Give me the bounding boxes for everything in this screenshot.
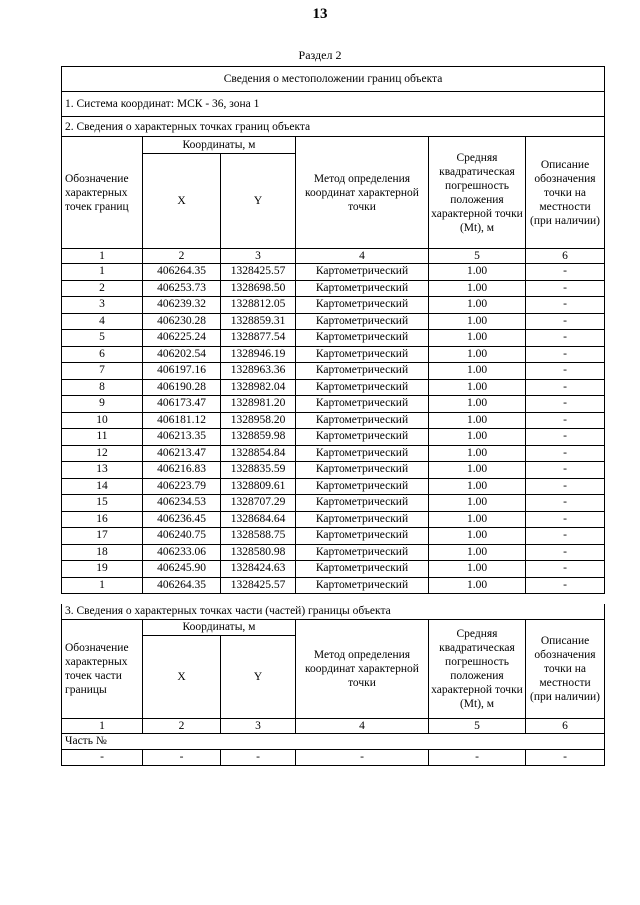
table-row bbox=[62, 561, 605, 578]
coord-y: 1328859.98 bbox=[221, 429, 296, 446]
coord-x: 406223.79 bbox=[143, 478, 221, 495]
table-row bbox=[62, 346, 605, 363]
table-row bbox=[62, 280, 605, 297]
point-number: 17 bbox=[62, 528, 143, 545]
point-number: 5 bbox=[62, 330, 143, 347]
coord-y: 1328425.57 bbox=[221, 577, 296, 594]
description-cell: - bbox=[526, 346, 605, 363]
method-cell: Картометрический bbox=[296, 412, 429, 429]
coord-y: 1328425.57 bbox=[221, 264, 296, 281]
header-designation: Обозначение характерных точек границ bbox=[62, 137, 143, 249]
column-number: 1 bbox=[62, 249, 143, 264]
table-row bbox=[62, 396, 605, 413]
table-row bbox=[62, 297, 605, 314]
part-header-method: Метод определения координат характерной точки bbox=[296, 619, 429, 718]
header-description: Описание обозначения точки на местности (при наличии) bbox=[526, 137, 605, 249]
coord-y: 1328809.61 bbox=[221, 478, 296, 495]
table-row bbox=[62, 264, 605, 281]
coord-y: 1328854.84 bbox=[221, 445, 296, 462]
description-cell: - bbox=[526, 280, 605, 297]
table-title: Сведения о местоположении границ объекта bbox=[62, 67, 605, 92]
column-number: 6 bbox=[526, 718, 605, 733]
table-row bbox=[62, 363, 605, 380]
coord-y: 1328707.29 bbox=[221, 495, 296, 512]
coord-y: 1328877.54 bbox=[221, 330, 296, 347]
point-number: 8 bbox=[62, 379, 143, 396]
description-cell: - bbox=[526, 429, 605, 446]
coord-y: 1328812.05 bbox=[221, 297, 296, 314]
method-cell: Картометрический bbox=[296, 379, 429, 396]
point-number: 11 bbox=[62, 429, 143, 446]
point-number: 13 bbox=[62, 462, 143, 479]
point-number: 3 bbox=[62, 297, 143, 314]
description-cell: - bbox=[526, 445, 605, 462]
section-title: Раздел 2 bbox=[298, 48, 342, 62]
boundary-points-table bbox=[61, 66, 605, 594]
method-cell: Картометрический bbox=[296, 528, 429, 545]
error-cell: 1.00 bbox=[429, 379, 526, 396]
empty-cell: - bbox=[429, 749, 526, 765]
point-number: 19 bbox=[62, 561, 143, 578]
table-row bbox=[62, 577, 605, 594]
table-row bbox=[62, 495, 605, 512]
description-cell: - bbox=[526, 313, 605, 330]
coord-x: 406233.06 bbox=[143, 544, 221, 561]
header-error: Средняя квадратическая погрешность положения характерной точки (Mt), м bbox=[429, 137, 526, 249]
method-cell: Картометрический bbox=[296, 346, 429, 363]
method-cell: Картометрический bbox=[296, 544, 429, 561]
column-number: 2 bbox=[143, 718, 221, 733]
coord-x: 406216.83 bbox=[143, 462, 221, 479]
point-number: 1 bbox=[62, 264, 143, 281]
error-cell: 1.00 bbox=[429, 412, 526, 429]
error-cell: 1.00 bbox=[429, 495, 526, 512]
description-cell: - bbox=[526, 495, 605, 512]
method-cell: Картометрический bbox=[296, 429, 429, 446]
description-cell: - bbox=[526, 363, 605, 380]
table-row bbox=[62, 429, 605, 446]
part-header-x: X bbox=[143, 635, 221, 718]
coord-y: 1328835.59 bbox=[221, 462, 296, 479]
table-row bbox=[62, 462, 605, 479]
coord-x: 406264.35 bbox=[143, 577, 221, 594]
coord-y: 1328424.63 bbox=[221, 561, 296, 578]
method-cell: Картометрический bbox=[296, 264, 429, 281]
error-cell: 1.00 bbox=[429, 264, 526, 281]
coord-x: 406240.75 bbox=[143, 528, 221, 545]
error-cell: 1.00 bbox=[429, 396, 526, 413]
point-number: 7 bbox=[62, 363, 143, 380]
method-cell: Картометрический bbox=[296, 280, 429, 297]
part-points-table bbox=[61, 604, 605, 766]
column-number: 5 bbox=[429, 718, 526, 733]
coordinate-system: 1. Система координат: МСК - 36, зона 1 bbox=[62, 92, 605, 117]
point-number: 2 bbox=[62, 280, 143, 297]
part-section-title: 3. Сведения о характерных точках части (частей) границы объекта bbox=[62, 604, 605, 619]
point-number: 14 bbox=[62, 478, 143, 495]
description-cell: - bbox=[526, 577, 605, 594]
coord-y: 1328958.20 bbox=[221, 412, 296, 429]
method-cell: Картометрический bbox=[296, 495, 429, 512]
method-cell: Картометрический bbox=[296, 445, 429, 462]
point-number: 4 bbox=[62, 313, 143, 330]
coord-x: 406230.28 bbox=[143, 313, 221, 330]
coord-y: 1328588.75 bbox=[221, 528, 296, 545]
error-cell: 1.00 bbox=[429, 462, 526, 479]
coord-y: 1328963.36 bbox=[221, 363, 296, 380]
description-cell: - bbox=[526, 330, 605, 347]
point-number: 1 bbox=[62, 577, 143, 594]
table-row bbox=[62, 379, 605, 396]
header-y: Y bbox=[221, 154, 296, 249]
error-cell: 1.00 bbox=[429, 528, 526, 545]
coord-x: 406213.35 bbox=[143, 429, 221, 446]
table-row bbox=[62, 412, 605, 429]
part-header-coordinates: Координаты, м bbox=[143, 619, 296, 635]
part-column-numbers-row bbox=[62, 718, 605, 733]
error-cell: 1.00 bbox=[429, 297, 526, 314]
coord-x: 406225.24 bbox=[143, 330, 221, 347]
description-cell: - bbox=[526, 561, 605, 578]
column-number: 3 bbox=[221, 718, 296, 733]
error-cell: 1.00 bbox=[429, 313, 526, 330]
header-coordinates: Координаты, м bbox=[143, 137, 296, 154]
column-number: 4 bbox=[296, 718, 429, 733]
method-cell: Картометрический bbox=[296, 297, 429, 314]
coord-y: 1328684.64 bbox=[221, 511, 296, 528]
coord-x: 406190.28 bbox=[143, 379, 221, 396]
point-number: 10 bbox=[62, 412, 143, 429]
coord-y: 1328981.20 bbox=[221, 396, 296, 413]
part-header-description: Описание обозначения точки на местности (при наличии) bbox=[526, 619, 605, 718]
coord-x: 406213.47 bbox=[143, 445, 221, 462]
point-number: 12 bbox=[62, 445, 143, 462]
coord-y: 1328580.98 bbox=[221, 544, 296, 561]
description-cell: - bbox=[526, 528, 605, 545]
coord-x: 406253.73 bbox=[143, 280, 221, 297]
point-number: 6 bbox=[62, 346, 143, 363]
description-cell: - bbox=[526, 396, 605, 413]
point-number: 9 bbox=[62, 396, 143, 413]
coord-y: 1328946.19 bbox=[221, 346, 296, 363]
empty-cell: - bbox=[221, 749, 296, 765]
table-row bbox=[62, 511, 605, 528]
point-number: 18 bbox=[62, 544, 143, 561]
description-cell: - bbox=[526, 478, 605, 495]
coord-x: 406181.12 bbox=[143, 412, 221, 429]
empty-cell: - bbox=[143, 749, 221, 765]
page-number: 13 bbox=[312, 6, 328, 22]
table-row bbox=[62, 528, 605, 545]
part-header-error: Средняя квадратическая погрешность положения характерной точки (Mt), м bbox=[429, 619, 526, 718]
table-row bbox=[62, 478, 605, 495]
method-cell: Картометрический bbox=[296, 478, 429, 495]
description-cell: - bbox=[526, 462, 605, 479]
header-method: Метод определения координат характерной точки bbox=[296, 137, 429, 249]
method-cell: Картометрический bbox=[296, 363, 429, 380]
coord-x: 406234.53 bbox=[143, 495, 221, 512]
error-cell: 1.00 bbox=[429, 478, 526, 495]
point-number: 15 bbox=[62, 495, 143, 512]
coord-x: 406245.90 bbox=[143, 561, 221, 578]
description-cell: - bbox=[526, 264, 605, 281]
method-cell: Картометрический bbox=[296, 511, 429, 528]
column-number: 4 bbox=[296, 249, 429, 264]
error-cell: 1.00 bbox=[429, 330, 526, 347]
header-x: X bbox=[143, 154, 221, 249]
coord-x: 406173.47 bbox=[143, 396, 221, 413]
coord-x: 406202.54 bbox=[143, 346, 221, 363]
column-number: 3 bbox=[221, 249, 296, 264]
description-cell: - bbox=[526, 511, 605, 528]
coord-y: 1328859.31 bbox=[221, 313, 296, 330]
table-row bbox=[62, 445, 605, 462]
error-cell: 1.00 bbox=[429, 280, 526, 297]
part-number-label: Часть № bbox=[62, 733, 605, 749]
coord-x: 406239.32 bbox=[143, 297, 221, 314]
error-cell: 1.00 bbox=[429, 445, 526, 462]
error-cell: 1.00 bbox=[429, 363, 526, 380]
description-cell: - bbox=[526, 412, 605, 429]
coord-x: 406197.16 bbox=[143, 363, 221, 380]
coord-x: 406264.35 bbox=[143, 264, 221, 281]
error-cell: 1.00 bbox=[429, 511, 526, 528]
column-number: 5 bbox=[429, 249, 526, 264]
error-cell: 1.00 bbox=[429, 346, 526, 363]
error-cell: 1.00 bbox=[429, 577, 526, 594]
coord-y: 1328982.04 bbox=[221, 379, 296, 396]
column-number: 2 bbox=[143, 249, 221, 264]
coord-y: 1328698.50 bbox=[221, 280, 296, 297]
empty-cell: - bbox=[62, 749, 143, 765]
table-row bbox=[62, 313, 605, 330]
method-cell: Картометрический bbox=[296, 561, 429, 578]
description-cell: - bbox=[526, 379, 605, 396]
coord-x: 406236.45 bbox=[143, 511, 221, 528]
method-cell: Картометрический bbox=[296, 313, 429, 330]
empty-cell: - bbox=[296, 749, 429, 765]
empty-cell: - bbox=[526, 749, 605, 765]
part-header-y: Y bbox=[221, 635, 296, 718]
error-cell: 1.00 bbox=[429, 561, 526, 578]
column-number: 6 bbox=[526, 249, 605, 264]
column-number: 1 bbox=[62, 718, 143, 733]
error-cell: 1.00 bbox=[429, 429, 526, 446]
part-empty-row bbox=[62, 749, 605, 765]
method-cell: Картометрический bbox=[296, 577, 429, 594]
table-row bbox=[62, 330, 605, 347]
table-row bbox=[62, 544, 605, 561]
points-section-title: 2. Сведения о характерных точках границ объекта bbox=[62, 117, 605, 137]
description-cell: - bbox=[526, 544, 605, 561]
method-cell: Картометрический bbox=[296, 330, 429, 347]
part-header-designation: Обозначение характерных точек части границы bbox=[62, 619, 143, 718]
error-cell: 1.00 bbox=[429, 544, 526, 561]
method-cell: Картометрический bbox=[296, 462, 429, 479]
description-cell: - bbox=[526, 297, 605, 314]
column-numbers-row bbox=[62, 249, 605, 264]
point-number: 16 bbox=[62, 511, 143, 528]
method-cell: Картометрический bbox=[296, 396, 429, 413]
